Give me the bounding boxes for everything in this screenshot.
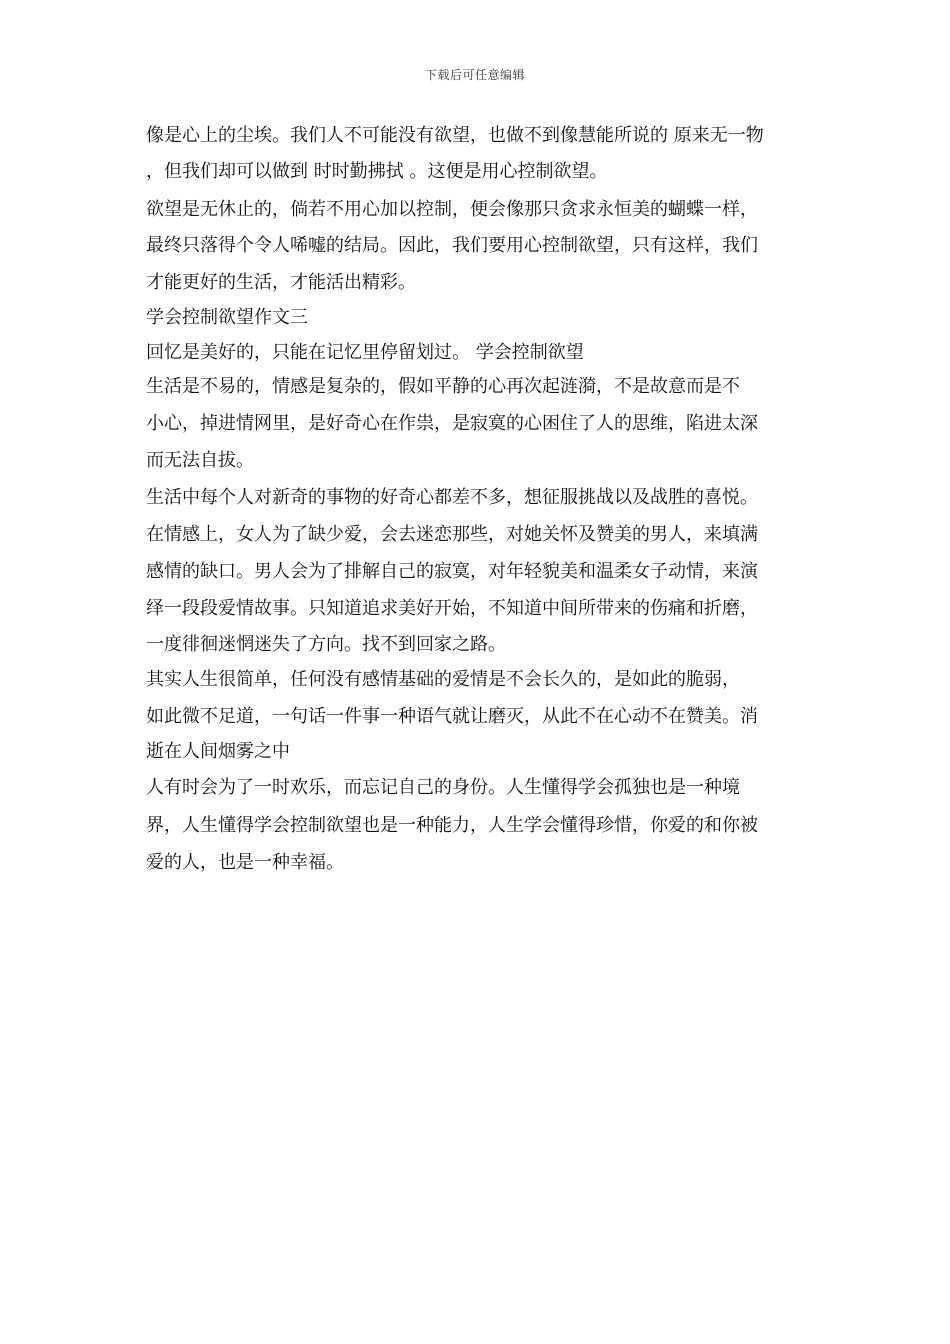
text-line: 欲望是无休止的，倘若不用心加以控制，便会像那只贪求永恒美的蝴蝶一样， <box>146 199 758 220</box>
text-line: 回忆是美好的，只能在记忆里停留划过。 学会控制欲望 <box>146 342 584 363</box>
text-line: 一度徘徊迷惘迷失了方向。找不到回家之路。 <box>146 634 506 655</box>
text-line: ，但我们却可以做到 时时勤拂拭 。这便是用心控制欲望。 <box>146 161 608 182</box>
text-line: 界，人生懂得学会控制欲望也是一种能力，人生学会懂得珍惜，你爱的和你被 <box>146 815 758 836</box>
text-line: 而无法自拔。 <box>146 450 254 471</box>
text-line: 逝在人间烟雾之中 <box>146 741 290 762</box>
text-line: 生活中每个人对新奇的事物的好奇心都差不多，想征服挑战以及战胜的喜悦。 <box>146 487 758 508</box>
text-line: 如此微不足道，一句话一件事一种语气就让磨灭，从此不在心动不在赞美。消 <box>146 706 758 727</box>
text-line: 其实人生很简单，任何没有感情基础的爱情是不会长久的，是如此的脆弱， <box>146 669 740 690</box>
text-line: 在情感上，女人为了缺少爱，会去迷恋那些，对她关怀及赞美的男人，来填满 <box>146 524 758 545</box>
page-header: 下载后可任意编辑 <box>424 68 525 82</box>
text-line: 小心，掉进情网里，是好奇心在作祟，是寂寞的心困住了人的思维，陷进太深 <box>146 413 758 434</box>
text-line: 人有时会为了一时欢乐，而忘记自己的身份。人生懂得学会孤独也是一种境 <box>146 777 740 798</box>
text-line: 感情的缺口。男人会为了排解自己的寂寞，对年轻貌美和温柔女子动情，来演 <box>146 561 758 582</box>
text-line: 像是心上的尘埃。我们人不可能没有欲望，也做不到像慧能所说的 原来无一物 <box>146 125 764 146</box>
text-line: 爱的人，也是一种幸福。 <box>146 852 344 873</box>
section-title: 学会控制欲望作文三 <box>146 307 308 328</box>
text-line: 生活是不易的，情感是复杂的，假如平静的心再次起涟漪，不是故意而是不 <box>146 376 740 397</box>
text-line: 最终只落得个令人唏嘘的结局。因此，我们要用心控制欲望，只有这样，我们 <box>146 235 758 256</box>
text-line: 绎一段段爱情故事。只知道追求美好开始，不知道中间所带来的伤痛和折磨， <box>146 598 758 619</box>
text-line: 才能更好的生活，才能活出精彩。 <box>146 272 416 293</box>
